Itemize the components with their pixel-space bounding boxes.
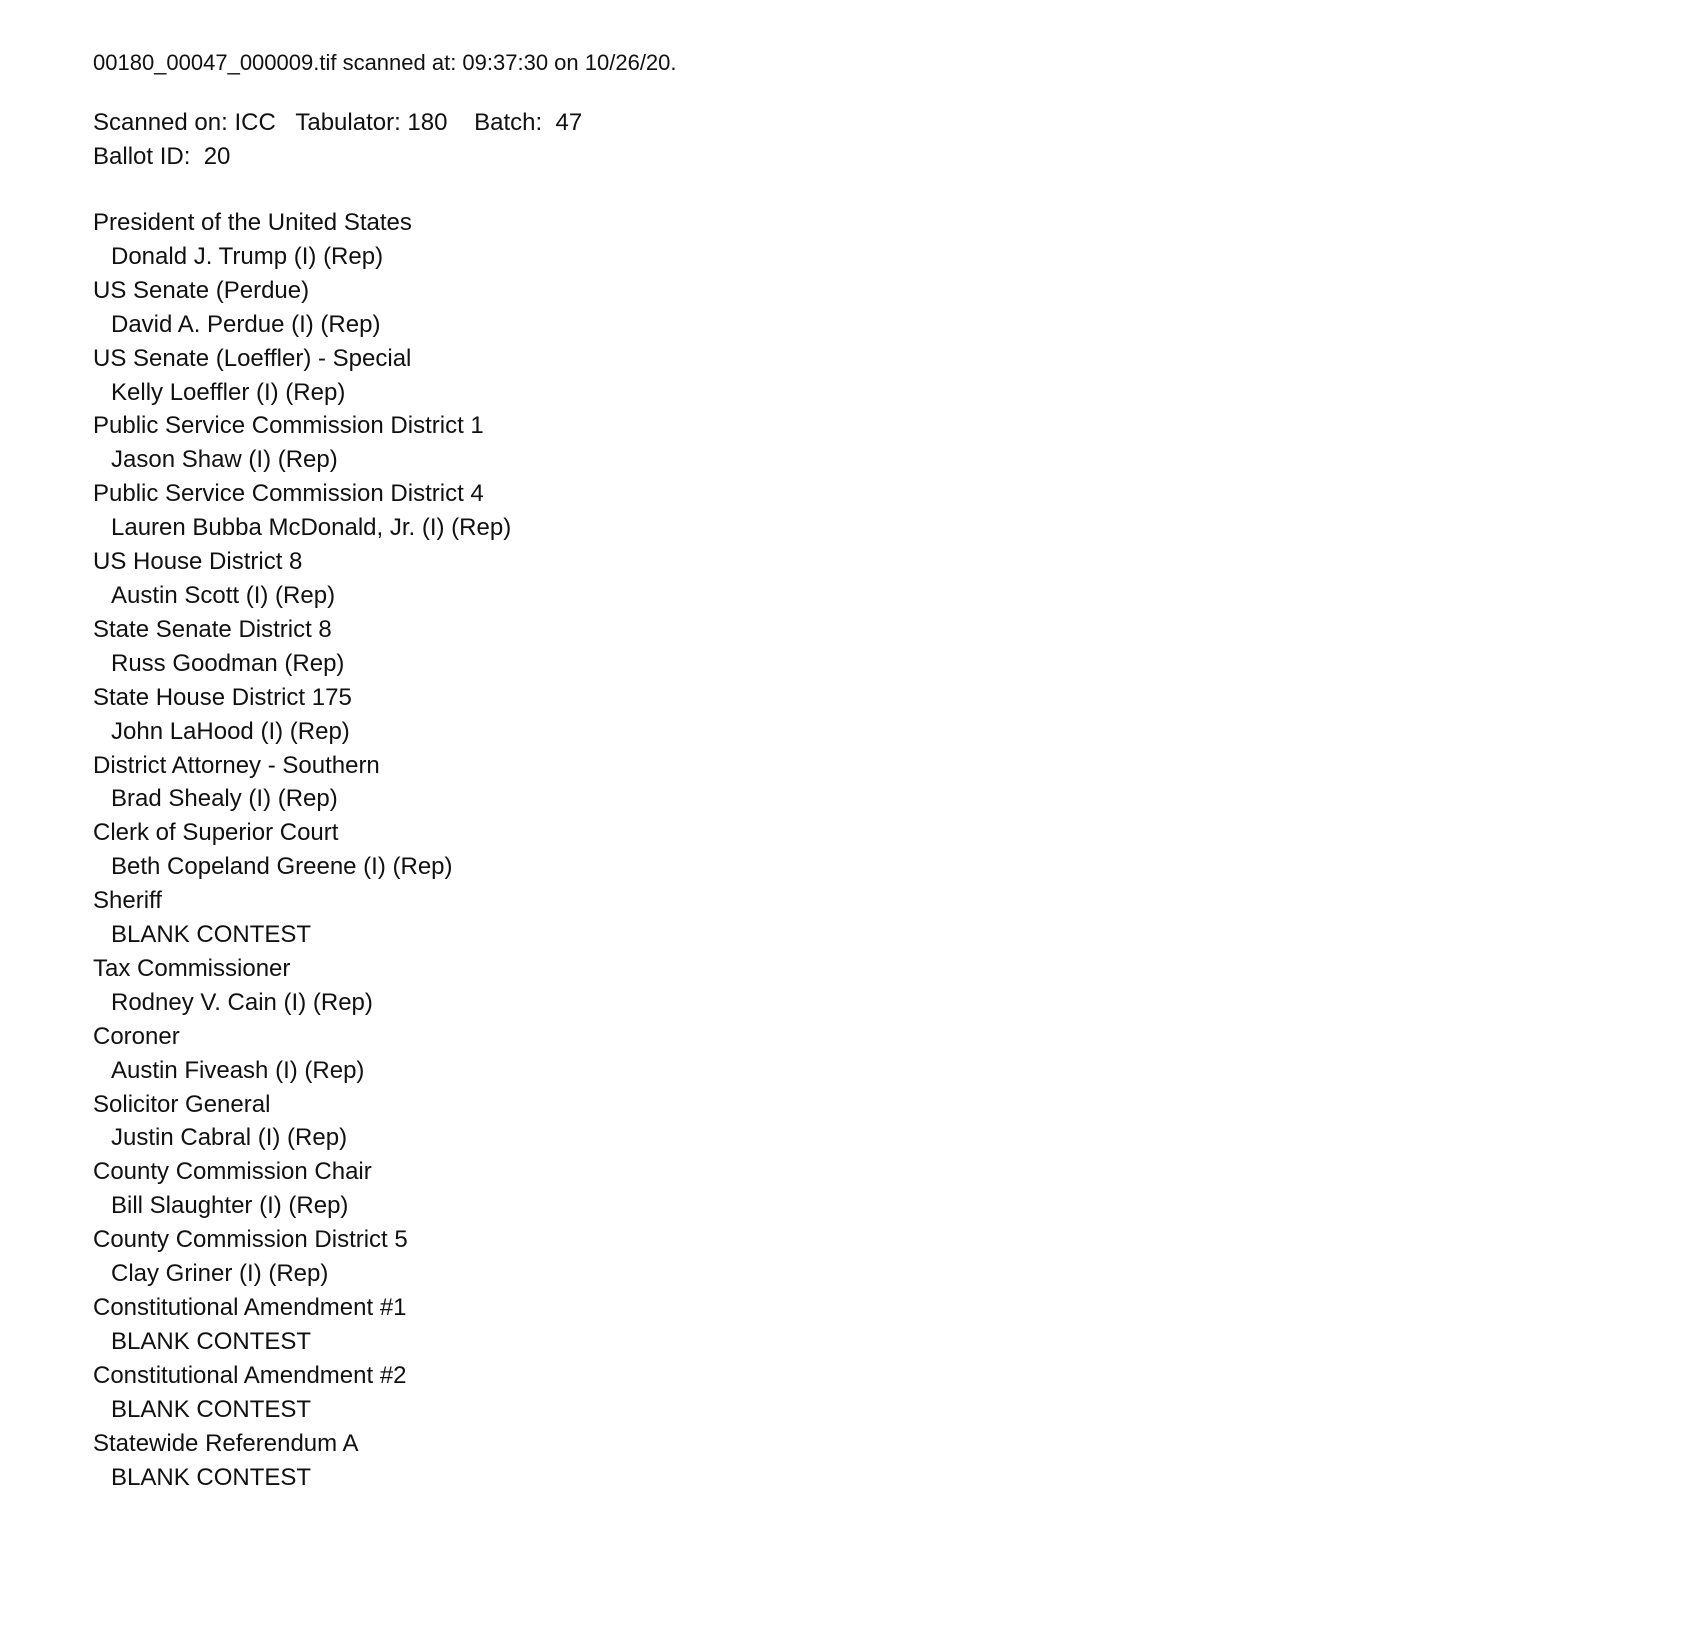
contest-title: Constitutional Amendment #2 <box>93 1361 407 1389</box>
contest-title: Clerk of Superior Court <box>93 819 339 847</box>
contest-selection: Clay Griner (I) (Rep) <box>111 1260 329 1288</box>
contest-title: Tax Commissioner <box>93 954 291 982</box>
ballot-id-line: Ballot ID: 20 <box>93 143 231 170</box>
contest-selection: Rodney V. Cain (I) (Rep) <box>111 988 373 1016</box>
contest-title: County Commission Chair <box>93 1158 372 1186</box>
contest-title: Public Service Commission District 1 <box>93 412 484 440</box>
contest-title: Solicitor General <box>93 1090 271 1118</box>
contest-title: US Senate (Loeffler) - Special <box>93 344 412 372</box>
contest-title: US House District 8 <box>93 548 303 576</box>
contest-title: Sheriff <box>93 887 162 915</box>
contest-selection: BLANK CONTEST <box>111 1463 312 1491</box>
scan-filename-line: 00180_00047_000009.tif scanned at: 09:37:30 on 10/26/20. <box>93 50 677 75</box>
contest-selection: BLANK CONTEST <box>111 1395 312 1423</box>
contest-title: Public Service Commission District 4 <box>93 480 484 508</box>
contest-selection: Austin Fiveash (I) (Rep) <box>111 1056 365 1084</box>
contest-selection: Justin Cabral (I) (Rep) <box>111 1124 348 1152</box>
contest-title: Constitutional Amendment #1 <box>93 1294 407 1321</box>
contest-title: District Attorney - Southern <box>93 751 380 779</box>
contest-selection: Kelly Loeffler (I) (Rep) <box>111 378 346 406</box>
contest-selection: BLANK CONTEST <box>111 1327 312 1355</box>
contest-selection: John LaHood (I) (Rep) <box>111 717 350 745</box>
contest-selection: Beth Copeland Greene (I) (Rep) <box>111 853 453 881</box>
contest-selection: Jason Shaw (I) (Rep) <box>111 446 338 474</box>
contest-selection: Lauren Bubba McDonald, Jr. (I) (Rep) <box>111 514 512 542</box>
contest-selection: Brad Shealy (I) (Rep) <box>111 785 338 813</box>
contest-title: State Senate District 8 <box>93 615 332 643</box>
contest-selection: Russ Goodman (Rep) <box>111 649 345 677</box>
contest-selection: Austin Scott (I) (Rep) <box>111 581 336 609</box>
contest-selection: Donald J. Trump (I) (Rep) <box>111 242 384 270</box>
contest-title: County Commission District 5 <box>93 1226 408 1254</box>
contest-title: State House District 175 <box>93 683 352 711</box>
contest-title: President of the United States <box>93 209 412 236</box>
contest-title: Statewide Referendum A <box>93 1429 359 1457</box>
contest-selection: BLANK CONTEST <box>111 921 312 949</box>
contest-selection: David A. Perdue (I) (Rep) <box>111 310 381 338</box>
contest-title: US Senate (Perdue) <box>93 276 310 304</box>
contest-title: Coroner <box>93 1022 180 1050</box>
scanner-info-line: Scanned on: ICC Tabulator: 180 Batch: 47 <box>93 109 583 136</box>
contest-list <box>93 206 1648 1494</box>
contest-selection: Bill Slaughter (I) (Rep) <box>111 1192 349 1220</box>
